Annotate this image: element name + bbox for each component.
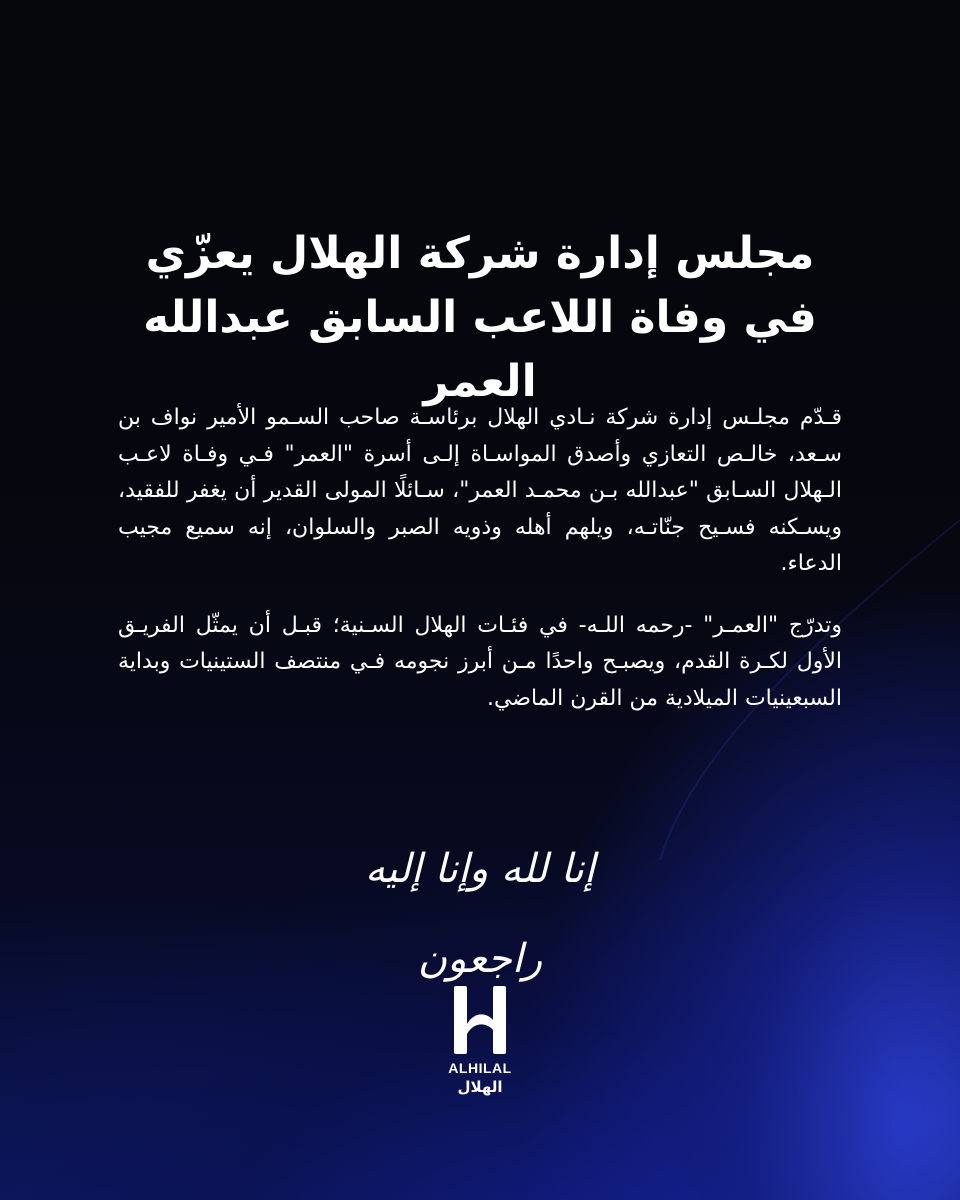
alhilal-h-icon bbox=[450, 982, 510, 1058]
title-line-2: في وفاة اللاعب السابق عبدالله العمر bbox=[143, 292, 817, 407]
body-paragraph-1: قـدّم مجلـس إدارة شركة نـادي الهلال برئاسـة صاحب السـمو الأمير نواف بن سـعد، خالـص التعازي وأصدق المواسـاة إلـى أسرة "العمر" فـي وفـاة لاعـب الـهلال السـابق "عبدالله بـن محمـد العمر"، سـائلًا المولى القدير أن يغفر للفقيد، ويسـكنه فسـيح جنّاتـه، ويلهم أهله وذويه الصبر والسلوان، إنه سميع مجيب الدعاء. bbox=[118, 405, 842, 576]
logo-name-english: ALHILAL bbox=[448, 1060, 512, 1076]
body-paragraph-2: وتدرّج "العمـر" -رحمه اللـه- في فئـات الهلال السـنية؛ قبـل أن يمثّل الفريـق الأول لكـرة القدم، ويصبـح واحدًا مـن أبرز نجومه فـي منتصف الستينيات وبداية السبعينيات الميلادية من القرن الماضي. bbox=[118, 612, 842, 711]
condolence-body bbox=[118, 400, 842, 742]
quran-calligraphy: إنا لله وإنا إليه راجعون bbox=[364, 846, 596, 982]
alhilal-logo bbox=[430, 982, 530, 1112]
logo-name-arabic: الهلال bbox=[457, 1078, 503, 1096]
title-line-1: مجلس إدارة شركة الهلال يعزّي bbox=[145, 228, 815, 279]
page-title bbox=[80, 222, 880, 414]
